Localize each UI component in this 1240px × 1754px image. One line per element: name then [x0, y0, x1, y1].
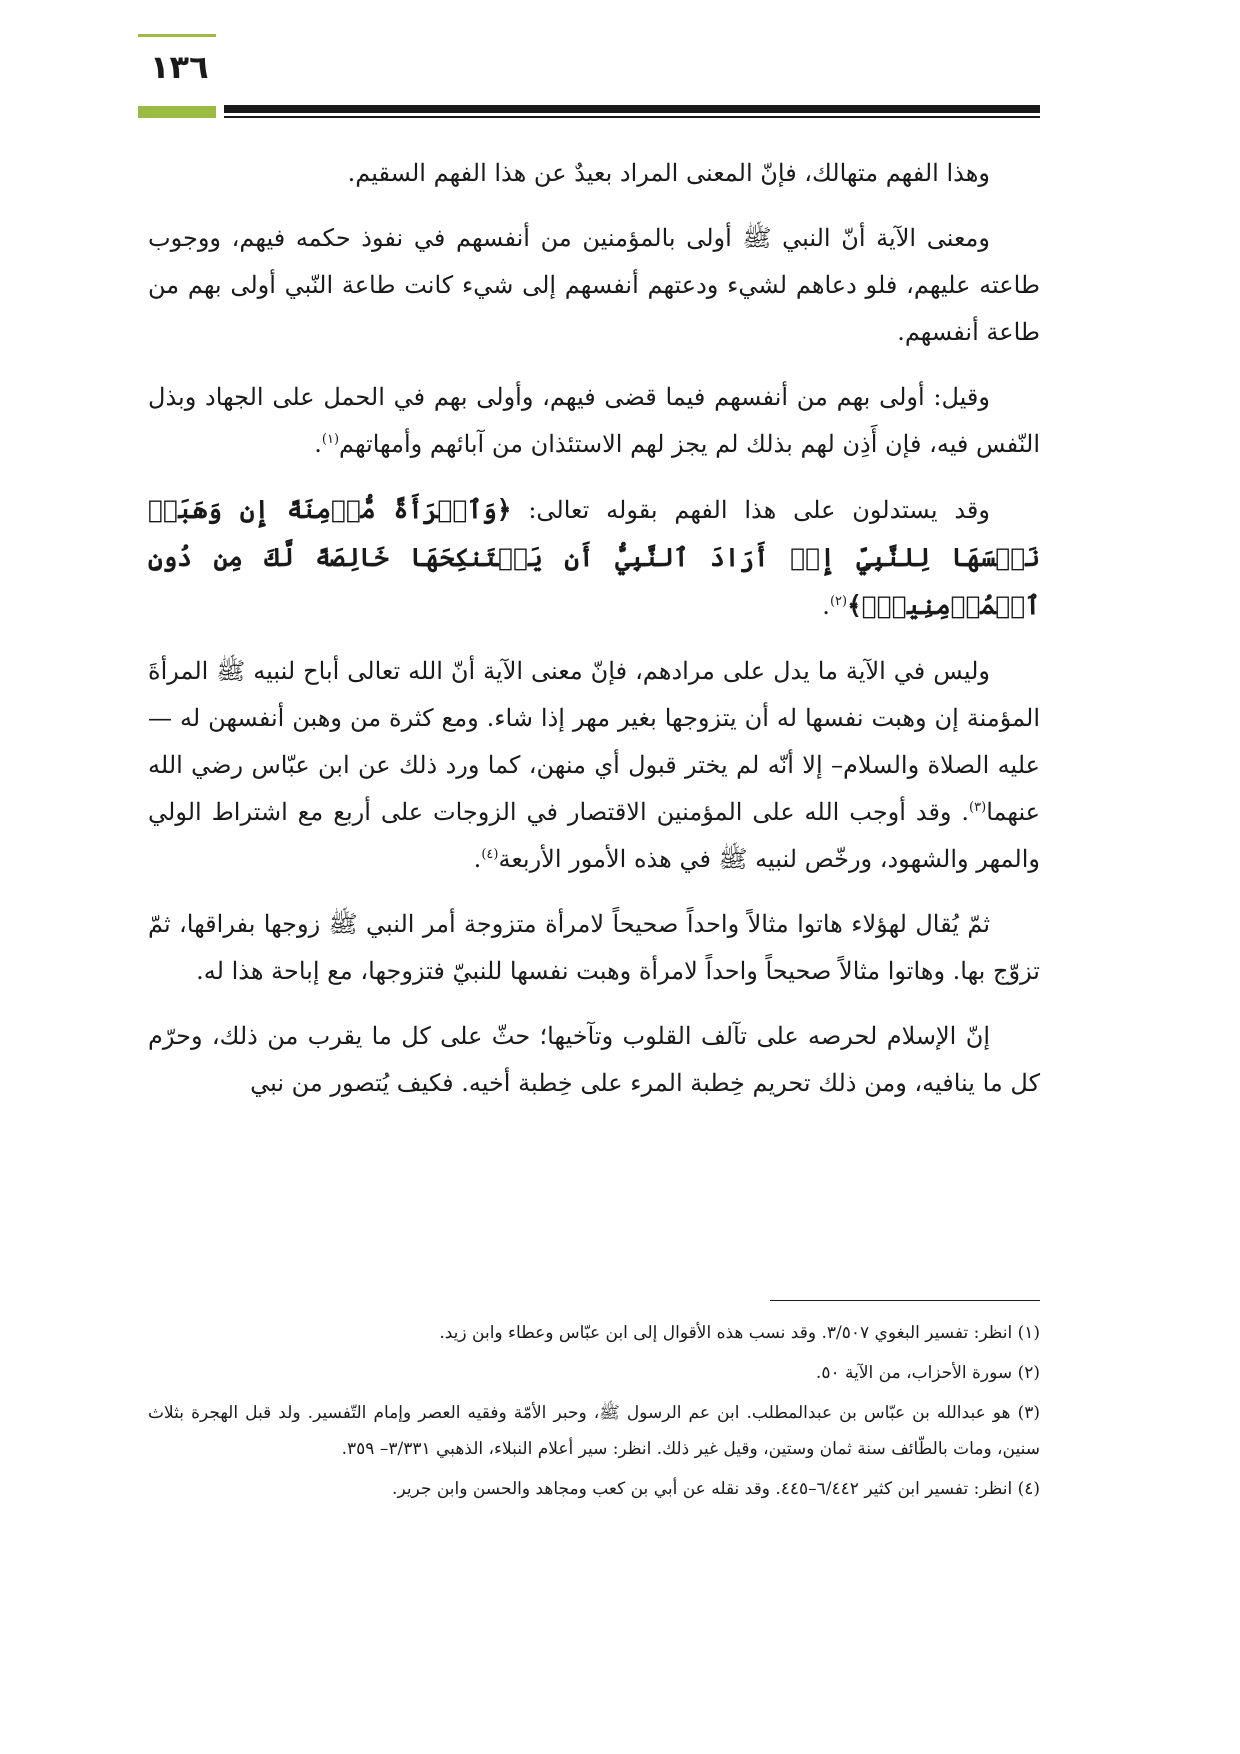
paragraph-7: إنّ الإسلام لحرصه على تآلف القلوب وتآخيها؛ حثّ على كل ما يقرب من ذلك، وحرّم كل ما ينافيه، ومن ذلك تحريم خِطبة المرء على خِطبة أخيه. فكيف يُتصور من نبي [148, 1022, 1040, 1097]
footnote-3: (٣) هو عبدالله بن عبّاس بن عبدالمطلب. ابن عم الرسول ﷺ، وحبر الأمّة وفقيه العصر وإمام التّفسير. ولد قبل الهجرة بثلاث سنين، ومات بالطّائف سنة ثمان وستين، وقيل غير ذلك. انظر: سير أعلام النبلاء، الذهبي ٣/٣٣١– ٣٥٩. [148, 1403, 1040, 1459]
paragraph-3-text: وقيل: أولى بهم من أنفسهم فيما قضى فيهم، وأولى بهم في الحمل على الجهاد وبذل النّفس فيه، فإن أَذِن لهم بذلك لم يجز لهم الاستئذان من آبائهم وأمهاتهم [148, 383, 1040, 458]
footnote-4: (٤) انظر: تفسير ابن كثير ٦/٤٤٢–٤٤٥. وقد نقله عن أبي بن كعب ومجاهد والحسن وابن جرير. [392, 1479, 1040, 1499]
paragraph-5-end: . [473, 845, 482, 873]
header-accent-block [138, 106, 216, 118]
paragraph-3 [148, 374, 1040, 468]
body-text [148, 150, 1040, 1125]
paragraph-4-intro: وقد يستدلون على هذا الفهم بقوله تعالى: [511, 496, 990, 524]
footnote-ref-2[interactable]: (٢) [829, 594, 848, 609]
paragraph-1: وهذا الفهم متهالك، فإنّ المعنى المراد بعيدٌ عن هذا الفهم السقيم. [347, 159, 990, 187]
paragraph-6: ثمّ يُقال لهؤلاء هاتوا مثالاً واحداً صحيحاً لامرأة متزوجة أمر النبي ﷺ زوجها بفراقها، ثمّ تزوّج بها. وهاتوا مثالاً صحيحاً واحداً لامرأة وهبت نفسها للنبيّ فتزوجها، مع إباحة هذا له. [148, 910, 1040, 985]
paragraph-4 [148, 486, 1040, 630]
footnote-2: (٢) سورة الأحزاب، من الآية ٥٠. [815, 1363, 1040, 1383]
paragraph-2: ومعنى الآية أنّ النبي ﷺ أولى بالمؤمنين من أنفسهم في نفوذ حكمه فيهم، ووجوب طاعته عليهم، فلو دعاهم لشيء ودعتهم أنفسهم إلى شيء كانت طاعة النّبي أولى بهم من طاعة أنفسهم. [148, 224, 1041, 346]
paragraph-5-text-a: وليس في الآية ما يدل على مرادهم، فإنّ معنى الآية أنّ الله تعالى أباح لنبيه ﷺ المرأةَ المؤمنة إن وهبت نفسها له أن يتزوجها بغير مهر إذا شاء. ومع كثرة من وهبن أنفسهن له — عليه الصلاة والسلام– إلا أنّه لم يختر قبول أي منهن، كما ورد ذلك عن ابن عبّاس رضي الله عنهما [148, 657, 1040, 826]
footnote-ref-4[interactable]: (٤) [481, 847, 499, 862]
header-accent-line [138, 34, 216, 37]
footnote-1: (١) انظر: تفسير البغوي ٣/٥٠٧. وقد نسب هذه الأقوال إلى ابن عبّاس وعطاء وابن زيد. [439, 1323, 1040, 1343]
page-number: ١٣٦ [150, 48, 209, 86]
paragraph-3-end: . [314, 430, 322, 458]
footnote-ref-1[interactable]: (١) [321, 432, 340, 447]
paragraph-5-text-b: . وقد أوجب الله على المؤمنين الاقتصار في الزوجات على أربع مع اشتراط الولي والمهر والشهود، ورخّص لنبيه ﷺ في هذه الأمور الأربعة [148, 798, 1040, 873]
footnote-separator [770, 1300, 1040, 1301]
header-rule-thick [224, 105, 1040, 113]
paragraph-4-end: . [822, 592, 830, 620]
quran-verse: ﴿وَٱمۡرَأَةً مُّؤۡمِنَةً إِن وَهَبَتۡ نَفۡسَهَا لِلنَّبِيِّ إِنۡ أَرَادَ ٱلنَّبِيُّ أَن يَسۡتَنكِحَهَا خَالِصَةً لَّكَ مِن دُونِ ٱلۡمُؤۡمِنِينَۗ﴾ [148, 495, 1040, 620]
header-rule-thin [224, 116, 1040, 118]
footnotes [148, 1315, 1040, 1511]
footnote-ref-3[interactable]: (٣) [969, 800, 987, 815]
paragraph-5 [148, 648, 1040, 883]
